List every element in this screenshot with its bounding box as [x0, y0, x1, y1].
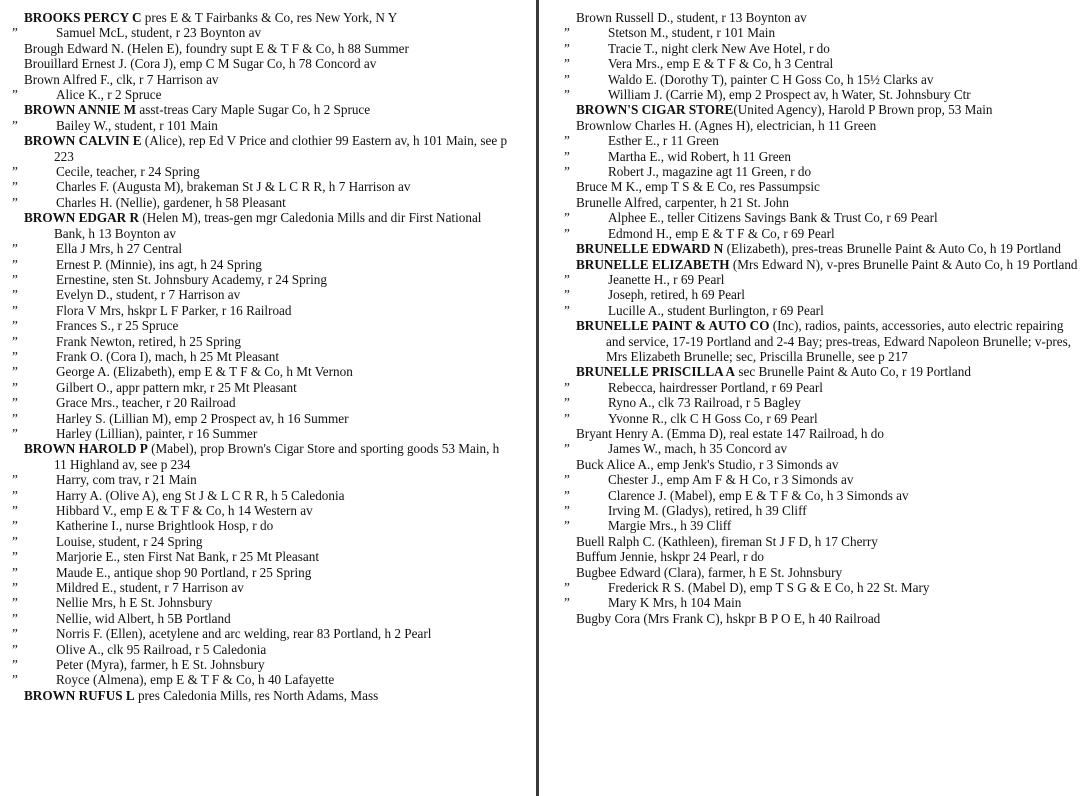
entry-text: Bugbee Edward (Clara), farmer, h E St. Johnsbury — [576, 564, 843, 580]
entry-text: Marjorie E., sten First Nat Bank, r 25 Mt Pleasant — [56, 549, 319, 565]
ditto-mark: ” — [564, 395, 570, 411]
directory-entry — [12, 271, 512, 287]
entry-text: Harry A. (Olive A), eng St J & L C R R, h 5 Caledonia — [56, 487, 345, 503]
directory-entry — [576, 257, 1081, 272]
entry-name-bold: BRUNELLE ELIZABETH — [576, 256, 730, 272]
entry-text: William J. (Carrie M), emp 2 Prospect av, h Water, St. Johnsbury Ctr — [608, 87, 971, 103]
entry-text: Flora V Mrs, hskpr L F Parker, r 16 Railroad — [56, 302, 292, 318]
entry-text: Ryno A., clk 73 Railroad, r 5 Bagley — [608, 395, 801, 411]
directory-entry — [564, 287, 1081, 303]
directory-entry — [564, 56, 1081, 72]
directory-entry — [24, 210, 512, 241]
directory-entry — [12, 533, 512, 549]
ditto-mark: ” — [12, 626, 18, 642]
directory-entry — [12, 657, 512, 673]
directory-entry — [12, 364, 512, 380]
directory-entry — [564, 410, 1081, 426]
directory-entry — [576, 118, 1081, 133]
directory-entry — [24, 41, 512, 56]
directory-entry — [576, 179, 1081, 194]
directory-entry — [12, 410, 512, 426]
entry-text: Stetson M., student, r 101 Main — [608, 25, 776, 41]
directory-entry — [24, 72, 512, 87]
ditto-mark: ” — [12, 379, 18, 395]
ditto-mark: ” — [564, 518, 570, 534]
entry-text: Olive A., clk 95 Railroad, r 5 Caledonia — [56, 641, 267, 657]
entry-text: James W., mach, h 35 Concord av — [608, 441, 788, 457]
entry-text: Bailey W., student, r 101 Main — [56, 117, 218, 133]
ditto-mark: ” — [564, 87, 570, 103]
entry-text: Frederick R S. (Mabel D), emp T S G & E Co, h 22 St. Mary — [608, 580, 930, 596]
entry-text: Charles H. (Nellie), gardener, h 58 Pleasant — [56, 194, 286, 210]
ditto-mark: ” — [564, 148, 570, 164]
ditto-mark: ” — [564, 487, 570, 503]
entry-text: Margie Mrs., h 39 Cliff — [608, 518, 732, 534]
directory-entry — [12, 503, 512, 518]
entry-text: pres Caledonia Mills, res North Adams, Mass — [134, 687, 379, 703]
directory-entry — [564, 87, 1081, 103]
entry-text: Harley (Lillian), painter, r 16 Summer — [56, 425, 258, 441]
ditto-mark: ” — [12, 641, 18, 657]
directory-entry — [24, 133, 512, 164]
ditto-mark: ” — [12, 194, 18, 210]
entry-text: (Elizabeth), pres-treas Brunelle Paint & Auto Co, h 19 Portland — [723, 241, 1061, 257]
ditto-mark: ” — [564, 164, 570, 180]
entry-text: Joseph, retired, h 69 Pearl — [608, 287, 745, 303]
entry-text: Waldo E. (Dorothy T), painter C H Goss Co, h 15½ Clarks av — [608, 71, 934, 87]
entry-text: (Mabel), prop Brown's Cigar Store and sporting goods 53 Main, h 11 Highland av, see p 234 — [54, 441, 500, 472]
entry-text: (United Agency), Harold P Brown prop, 53 Main — [733, 102, 993, 118]
directory-entry — [576, 611, 1081, 626]
directory-entry — [576, 364, 1081, 379]
directory-entry — [12, 610, 512, 626]
directory-entry — [24, 102, 512, 117]
directory-entry — [24, 688, 512, 703]
entry-text: Ernestine, sten St. Johnsbury Academy, r 24 Spring — [56, 271, 327, 287]
directory-entry — [12, 379, 512, 395]
entry-text: Nellie Mrs, h E St. Johnsbury — [56, 595, 213, 611]
directory-entry — [564, 395, 1081, 411]
entry-text: Brunelle Alfred, carpenter, h 21 St. John — [576, 194, 789, 210]
entry-text: Brouillard Ernest J. (Cora J), emp C M Sugar Co, h 78 Concord av — [24, 56, 377, 72]
directory-entry — [12, 164, 512, 180]
entry-text: Royce (Almena), emp E & T F & Co, h 40 Lafayette — [56, 672, 335, 688]
directory-entry — [12, 256, 512, 272]
entry-text: Harley S. (Lillian M), emp 2 Prospect av, h 16 Summer — [56, 410, 349, 426]
entry-name-bold: BRUNELLE PRISCILLA A — [576, 364, 736, 380]
directory-entry — [576, 10, 1081, 25]
directory-entry — [564, 40, 1081, 56]
ditto-mark: ” — [12, 564, 18, 580]
entry-text: Cecile, teacher, r 24 Spring — [56, 164, 200, 180]
entry-text: Buell Ralph C. (Kathleen), fireman St J F D, h 17 Cherry — [576, 533, 878, 549]
ditto-mark: ” — [12, 549, 18, 565]
entry-text: Bugby Cora (Mrs Frank C), hskpr B P O E, h 40 Railroad — [576, 610, 881, 626]
directory-entry — [12, 626, 512, 642]
entry-text: Charles F. (Augusta M), brakeman St J & L C R R, h 7 Harrison av — [56, 179, 411, 195]
entry-text: Norris F. (Ellen), acetylene and arc welding, rear 83 Portland, h 2 Pearl — [56, 626, 432, 642]
ditto-mark: ” — [12, 348, 18, 364]
ditto-mark: ” — [12, 364, 18, 380]
directory-entry — [564, 133, 1081, 149]
entry-text: Frank O. (Cora I), mach, h 25 Mt Pleasant — [56, 348, 280, 364]
entry-text: (Alice), rep Ed V Price and clothier 99 Eastern av, h 101 Main, see p 223 — [54, 133, 508, 164]
directory-entry — [12, 395, 512, 411]
directory-entry — [564, 225, 1081, 241]
entry-text: Ella J Mrs, h 27 Central — [56, 241, 182, 257]
ditto-mark: ” — [12, 164, 18, 180]
directory-entry — [576, 195, 1081, 210]
entry-name-bold: BROWN CALVIN E — [24, 133, 142, 149]
directory-entry — [12, 549, 512, 565]
entry-text: Hibbard V., emp E & T F & Co, h 14 Western av — [56, 503, 313, 518]
ditto-mark: ” — [564, 25, 570, 41]
directory-entry — [12, 564, 512, 580]
ditto-mark: ” — [12, 271, 18, 287]
entry-text: Louise, student, r 24 Spring — [56, 533, 203, 549]
entry-text: (Inc), radios, paints, accessories, auto electric repairing and service, 17-19 Portland and 2-4 Bay; pres-treas, Edward Napoleon Brunelle; v-pres, Mrs Elizabeth Brunelle; sec, Priscilla Brunelle, see p 217 — [606, 318, 1072, 364]
directory-entry — [576, 534, 1081, 549]
entry-text: Buffum Jennie, hskpr 24 Pearl, r do — [576, 549, 765, 565]
entry-text: Evelyn D., student, r 7 Harrison av — [56, 287, 241, 303]
entry-text: Brown Russell D., student, r 13 Boynton av — [576, 10, 807, 25]
entry-text: Brownlow Charles H. (Agnes H), electrician, h 11 Green — [576, 117, 877, 133]
entry-text: Edmond H., emp E & T F & Co, r 69 Pearl — [608, 225, 835, 241]
entry-text: Martha E., wid Robert, h 11 Green — [608, 148, 791, 164]
directory-entry — [564, 441, 1081, 457]
directory-entry — [564, 210, 1081, 226]
ditto-mark: ” — [564, 410, 570, 426]
entry-text: Alice K., r 2 Spruce — [56, 87, 162, 103]
entry-text: Samuel McL, student, r 23 Boynton av — [56, 25, 262, 41]
directory-entry — [12, 487, 512, 503]
ditto-mark: ” — [564, 40, 570, 56]
entry-text: Clarence J. (Mabel), emp E & T F & Co, h 3 Simonds av — [608, 487, 909, 503]
directory-entry — [564, 503, 1081, 518]
directory-entry — [564, 487, 1081, 503]
entry-name-bold: BROOKS PERCY C — [24, 10, 142, 25]
entry-text: Jeanette H., r 69 Pearl — [608, 271, 725, 287]
ditto-mark: ” — [564, 472, 570, 488]
entry-text: sec Brunelle Paint & Auto Co, r 19 Portland — [735, 364, 971, 380]
directory-entry — [564, 518, 1081, 534]
entry-text: Grace Mrs., teacher, r 20 Railroad — [56, 395, 236, 411]
directory-entry — [12, 318, 512, 334]
ditto-mark: ” — [12, 425, 18, 441]
entry-text: (Helen M), treas-gen mgr Caledonia Mills and dir First National Bank, h 13 Boynton av — [54, 210, 482, 241]
directory-entry — [12, 518, 512, 534]
ditto-mark: ” — [564, 133, 570, 149]
directory-entry — [564, 71, 1081, 87]
ditto-mark: ” — [12, 287, 18, 303]
directory-entry — [12, 672, 512, 688]
ditto-mark: ” — [564, 595, 570, 611]
ditto-mark: ” — [12, 87, 18, 103]
directory-entry — [12, 179, 512, 195]
entry-text: Vera Mrs., emp E & T F & Co, h 3 Central — [608, 56, 834, 72]
ditto-mark: ” — [564, 441, 570, 457]
directory-entry — [564, 25, 1081, 41]
entry-name-bold: BROWN HAROLD P — [24, 441, 148, 457]
directory-entry — [12, 580, 512, 596]
entry-name-bold: BROWN EDGAR R — [24, 210, 140, 226]
entry-name-bold: BROWN ANNIE M — [24, 102, 137, 118]
ditto-mark: ” — [564, 56, 570, 72]
ditto-mark: ” — [12, 241, 18, 257]
directory-entry — [576, 565, 1081, 580]
entry-text: Gilbert O., appr pattern mkr, r 25 Mt Pleasant — [56, 379, 297, 395]
directory-entry — [564, 472, 1081, 488]
entry-text: Buck Alice A., emp Jenk's Studio, r 3 Simonds av — [576, 456, 839, 472]
entry-text: Yvonne R., clk C H Goss Co, r 69 Pearl — [608, 410, 818, 426]
entry-text: Rebecca, hairdresser Portland, r 69 Pearl — [608, 379, 823, 395]
directory-entry — [12, 25, 512, 41]
ditto-mark: ” — [12, 595, 18, 611]
directory-entry — [12, 117, 512, 133]
ditto-mark: ” — [564, 287, 570, 303]
ditto-mark: ” — [12, 117, 18, 133]
directory-entry — [12, 241, 512, 257]
entry-text: pres E & T Fairbanks & Co, res New York, N Y — [141, 10, 398, 25]
ditto-mark: ” — [12, 395, 18, 411]
directory-entry — [12, 333, 512, 349]
directory-entry — [564, 271, 1081, 287]
entry-text: Ernest P. (Minnie), ins agt, h 24 Spring — [56, 256, 262, 272]
ditto-mark: ” — [564, 580, 570, 596]
entry-name-bold: BROWN RUFUS L — [24, 687, 135, 703]
ditto-mark: ” — [12, 333, 18, 349]
entry-text: Robert J., magazine agt 11 Green, r do — [608, 164, 812, 180]
ditto-mark: ” — [12, 533, 18, 549]
directory-entry — [576, 426, 1081, 441]
entry-text: Bryant Henry A. (Emma D), real estate 147 Railroad, h do — [576, 425, 884, 441]
entry-name-bold: BRUNELLE PAINT & AUTO CO — [576, 318, 770, 334]
ditto-mark: ” — [564, 503, 570, 518]
ditto-mark: ” — [12, 302, 18, 318]
directory-entry — [564, 148, 1081, 164]
ditto-mark: ” — [12, 518, 18, 534]
directory-entry — [24, 10, 512, 25]
ditto-mark: ” — [12, 657, 18, 673]
directory-entry — [24, 56, 512, 71]
ditto-mark: ” — [12, 25, 18, 41]
entry-name-bold: BROWN'S CIGAR STORE — [576, 102, 734, 118]
entry-text: Tracie T., night clerk New Ave Hotel, r do — [608, 40, 830, 56]
directory-entry — [12, 472, 512, 488]
ditto-mark: ” — [564, 71, 570, 87]
entry-text: Katherine I., nurse Brightlook Hosp, r do — [56, 518, 274, 534]
entry-text: Maude E., antique shop 90 Portland, r 25 Spring — [56, 564, 312, 580]
entry-text: Lucille A., student Burlington, r 69 Pearl — [608, 302, 824, 318]
directory-entry — [12, 302, 512, 318]
directory-entry — [564, 164, 1081, 180]
entry-text: Bruce M K., emp T S & E Co, res Passumpsic — [576, 179, 820, 195]
entry-text: (Mrs Edward N), v-pres Brunelle Paint & Auto Co, h 19 Portland — [729, 256, 1078, 272]
directory-entry — [576, 102, 1081, 117]
entry-text: Harry, com trav, r 21 Main — [56, 472, 197, 488]
directory-entry — [564, 595, 1081, 611]
directory-entry — [576, 457, 1081, 472]
directory-entry — [12, 194, 512, 210]
entry-text: Nellie, wid Albert, h 5B Portland — [56, 610, 231, 626]
left-column — [0, 0, 520, 796]
entry-text: Brough Edward N. (Helen E), foundry supt E & T F & Co, h 88 Summer — [24, 40, 409, 56]
directory-entry — [576, 318, 1081, 364]
directory-entry — [12, 287, 512, 303]
entry-name-bold: BRUNELLE EDWARD N — [576, 241, 724, 257]
directory-entry — [564, 580, 1081, 596]
ditto-mark: ” — [12, 256, 18, 272]
directory-entry — [12, 348, 512, 364]
book-spine-shadow — [536, 0, 539, 796]
right-column — [562, 0, 1089, 796]
directory-entry — [564, 302, 1081, 318]
ditto-mark: ” — [12, 179, 18, 195]
directory-entry — [576, 241, 1081, 256]
ditto-mark: ” — [564, 379, 570, 395]
ditto-mark: ” — [12, 580, 18, 596]
ditto-mark: ” — [12, 410, 18, 426]
ditto-mark: ” — [12, 610, 18, 626]
entry-text: Irving M. (Gladys), retired, h 39 Cliff — [608, 503, 807, 518]
entry-text: asst-treas Cary Maple Sugar Co, h 2 Spruce — [136, 102, 371, 118]
directory-entry — [564, 379, 1081, 395]
ditto-mark: ” — [564, 302, 570, 318]
entry-text: Frank Newton, retired, h 25 Spring — [56, 333, 241, 349]
page-gutter — [520, 0, 562, 796]
ditto-mark: ” — [12, 487, 18, 503]
directory-entry — [576, 549, 1081, 564]
ditto-mark: ” — [12, 672, 18, 688]
entry-text: Esther E., r 11 Green — [608, 133, 719, 149]
entry-text: Mary K Mrs, h 104 Main — [608, 595, 742, 611]
ditto-mark: ” — [564, 225, 570, 241]
ditto-mark: ” — [12, 318, 18, 334]
directory-entry — [12, 595, 512, 611]
ditto-mark: ” — [564, 271, 570, 287]
directory-entry — [12, 425, 512, 441]
entry-text: Alphee E., teller Citizens Savings Bank & Trust Co, r 69 Pearl — [608, 210, 938, 226]
entry-text: Brown Alfred F., clk, r 7 Harrison av — [24, 71, 219, 87]
ditto-mark: ” — [564, 210, 570, 226]
ditto-mark: ” — [12, 503, 18, 518]
entry-text: Peter (Myra), farmer, h E St. Johnsbury — [56, 657, 265, 673]
directory-entry — [12, 87, 512, 103]
entry-text: Mildred E., student, r 7 Harrison av — [56, 580, 244, 596]
entry-text: Chester J., emp Am F & H Co, r 3 Simonds av — [608, 472, 854, 488]
directory-entry — [12, 641, 512, 657]
entry-text: George A. (Elizabeth), emp E & T F & Co, h Mt Vernon — [56, 364, 353, 380]
ditto-mark: ” — [12, 472, 18, 488]
entry-text: Frances S., r 25 Spruce — [56, 318, 179, 334]
directory-entry — [24, 441, 512, 472]
